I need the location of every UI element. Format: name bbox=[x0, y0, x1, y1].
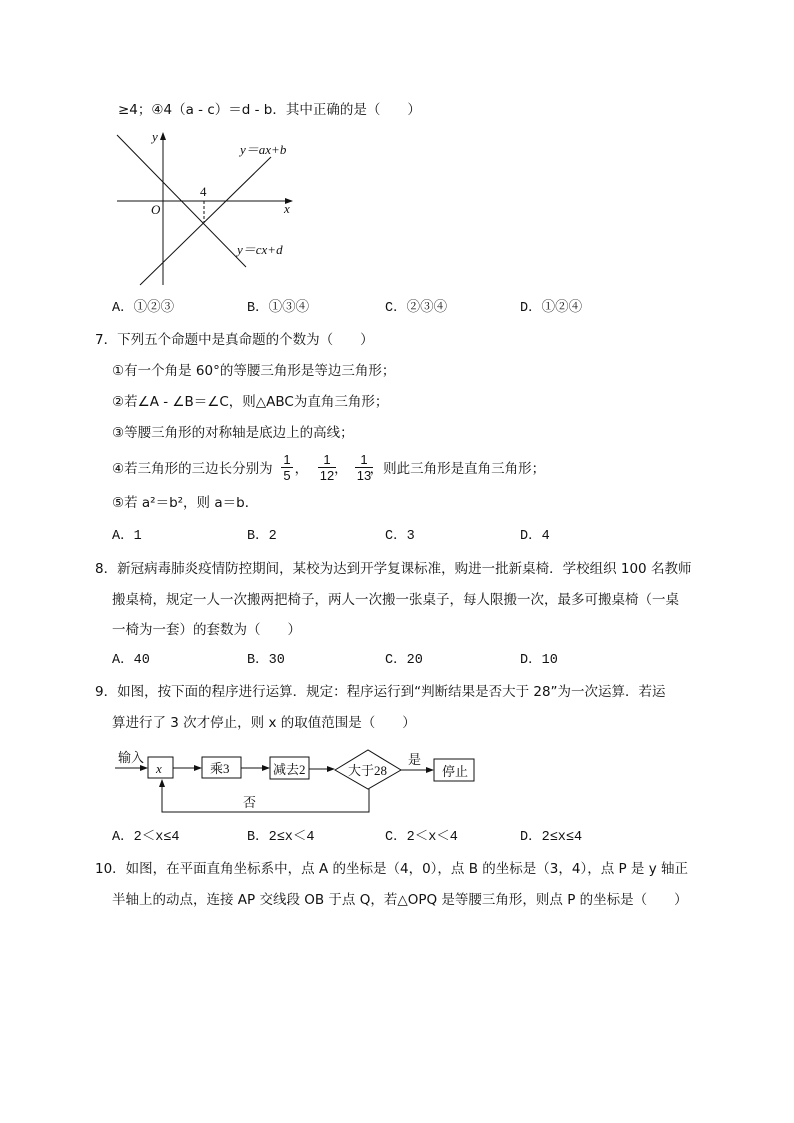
q6-option-a: A．①②③ bbox=[112, 301, 175, 316]
q10-line-2: 半轴上的动点，连接 AP 交线段 OB 于点 Q，若△OPQ 是等腰三角形，则点 P 的坐标是（ ） bbox=[112, 892, 688, 908]
q8-line-2: 搬桌椅，规定一人一次搬两把椅子，两人一次搬一张桌子，每人限搬一次，最多可搬桌椅（一桌 bbox=[112, 592, 679, 608]
q6-option-b: B．①③④ bbox=[247, 301, 310, 316]
y-axis-label: y bbox=[152, 129, 158, 144]
flow-yes-label: 是 bbox=[408, 752, 422, 767]
q6-stem-tail: ≥4；④4（a - c）＝d - b．其中正确的是（ ） bbox=[118, 102, 421, 118]
q7-item-3: ③等腰三角形的对称轴是底边上的高线； bbox=[112, 425, 354, 441]
q8-option-d: D．10 bbox=[520, 653, 558, 668]
fraction-1-13: $\frac{1}{13}$ bbox=[356, 452, 372, 483]
x-axis-label: x bbox=[284, 201, 290, 216]
fraction-1-5: $\frac{1}{5}$ bbox=[281, 452, 293, 483]
svg-text:减去2: 减去2 bbox=[273, 762, 306, 777]
q8-line-1: 8．新冠病毒肺炎疫情防控期间，某校为达到开学复课标准，购进一批新桌椅．学校组织 100 名教师 bbox=[95, 561, 692, 577]
q8-line-3: 一椅为一套）的套数为（ ） bbox=[112, 622, 301, 638]
svg-text:x: x bbox=[156, 761, 162, 776]
svg-text:乘3: 乘3 bbox=[210, 761, 230, 776]
line1-label: y＝ax+b bbox=[240, 142, 287, 157]
q8-option-b: B．30 bbox=[247, 653, 285, 668]
q6-option-c: C．②③④ bbox=[385, 301, 448, 316]
q7-stem: 7．下列五个命题中是真命题的个数为（ ） bbox=[95, 332, 374, 348]
q9-option-b: B．2≤x＜4 bbox=[247, 830, 315, 845]
q6-option-d: D．①②④ bbox=[520, 301, 583, 316]
line2-label: y＝cx+d bbox=[237, 242, 283, 257]
tick-label: 4 bbox=[200, 184, 207, 199]
origin-label: O bbox=[151, 202, 161, 217]
q7-option-a: A．1 bbox=[112, 529, 142, 544]
svg-text:停止: 停止 bbox=[442, 764, 469, 779]
flow-input-label: 输入 bbox=[118, 750, 145, 765]
q7-item-5: ⑤若 a²＝b²，则 a＝b． bbox=[112, 495, 259, 511]
q7-item-4-tail: ，则此三角形是直角三角形； bbox=[369, 461, 546, 477]
q7-option-d: D．4 bbox=[520, 529, 550, 544]
q7-item-2: ②若∠A - ∠B＝∠C，则△ABC为直角三角形； bbox=[112, 394, 389, 410]
flow-no-label: 否 bbox=[243, 795, 257, 810]
q9-line-2: 算进行了 3 次才停止，则 x 的取值范围是（ ） bbox=[112, 715, 416, 731]
q8-option-c: C．20 bbox=[385, 653, 423, 668]
q7-item-4: ④若三角形的三边长分别为 ， ， ，则此三角形是直角三角形； bbox=[112, 461, 546, 477]
q7-option-c: C．3 bbox=[385, 529, 415, 544]
q9-line-1: 9．如图，按下面的程序进行运算．规定：程序运行到“判断结果是否大于 28”为一次运算．若运 bbox=[95, 684, 666, 700]
q10-line-1: 10．如图，在平面直角坐标系中，点 A 的坐标是（4，0），点 B 的坐标是（3，4），点 P 是 y 轴正 bbox=[95, 861, 688, 877]
q7-item-1: ①有一个角是 60°的等腰三角形是等边三角形； bbox=[112, 363, 396, 379]
q9-option-c: C．2＜x＜4 bbox=[385, 830, 458, 845]
q7-item-4-text: ④若三角形的三边长分别为 bbox=[112, 461, 273, 477]
fraction-1-12: $\frac{1}{12}$ bbox=[319, 452, 335, 483]
q9-option-d: D．2≤x≤4 bbox=[520, 830, 583, 845]
svg-text:大于28: 大于28 bbox=[348, 763, 388, 778]
q9-option-a: A．2＜x≤4 bbox=[112, 830, 180, 845]
q8-option-a: A．40 bbox=[112, 653, 150, 668]
q7-option-b: B．2 bbox=[247, 529, 277, 544]
